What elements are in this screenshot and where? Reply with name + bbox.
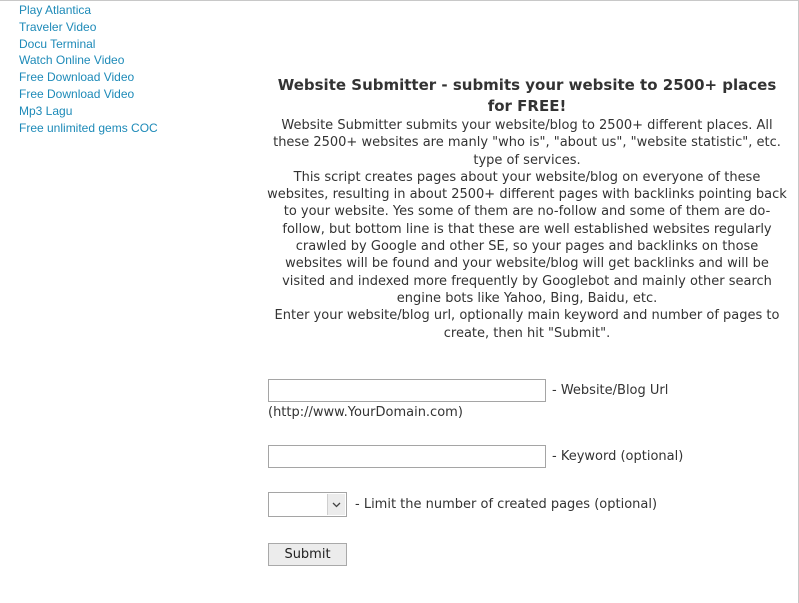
sidebar-link-docu-terminal[interactable]: Docu Terminal xyxy=(19,36,96,51)
website-url-label: - Website/Blog Url xyxy=(552,383,669,398)
sidebar-link-free-download-video[interactable]: Free Download Video xyxy=(19,70,135,85)
website-url-input[interactable] xyxy=(268,379,546,402)
sidebar-link-watch-online-video[interactable]: Watch Online Video xyxy=(19,53,125,68)
sidebar-link-mp3-lagu[interactable]: Mp3 Lagu xyxy=(19,103,73,118)
submit-row xyxy=(268,543,788,566)
page-title: Website Submitter - submits your website to 2500+ places for FREE! xyxy=(277,76,777,115)
url-row xyxy=(268,379,788,402)
keyword-label: - Keyword (optional) xyxy=(552,449,684,464)
description-paragraph-2: This script creates pages about your website/blog on everyone of these websites, resulting in about 2500+ different pages with backlinks pointing back to your website. Yes some of them are no-follow and some of them are do-follow, but bottom line is that these are well established websites regularly crawled by Google and other SE, so your pages and backlinks on those websites will be found and your website/blog will get backlinks and will be visited and indexed more frequently by Googlebot and mainly other search engine bots like Yahoo, Bing, Baidu, etc. xyxy=(267,169,787,306)
submit-form xyxy=(268,379,788,566)
submit-button[interactable]: Submit xyxy=(268,543,347,566)
description-paragraph-3: Enter your website/blog url, optionally main keyword and number of pages to create, then hit "Submit". xyxy=(274,308,780,341)
sidebar-link-free-download-video-2[interactable]: Free Download Video xyxy=(19,86,135,101)
pages-limit-select[interactable] xyxy=(268,492,347,517)
website-url-hint: (http://www.YourDomain.com) xyxy=(268,405,463,420)
description-paragraph-1: Website Submitter submits your website/blog to 2500+ different places. All these 2500+ websites are manly "who is", "about us", "website statistic", etc. type of services. xyxy=(273,118,781,168)
sidebar-link-free-unlimited-gems-coc[interactable]: Free unlimited gems COC xyxy=(19,120,158,135)
keyword-row xyxy=(268,445,788,468)
sidebar-links xyxy=(19,2,158,136)
sidebar-link-play-atlantica[interactable]: Play Atlantica xyxy=(19,3,92,17)
chevron-down-icon xyxy=(327,494,345,515)
pages-row xyxy=(268,492,788,517)
keyword-input[interactable] xyxy=(268,445,546,468)
sidebar-link-traveler-video[interactable]: Traveler Video xyxy=(19,19,97,34)
pages-limit-label: - Limit the number of created pages (optional) xyxy=(355,497,658,512)
description-block xyxy=(266,75,788,342)
top-border xyxy=(0,0,799,1)
